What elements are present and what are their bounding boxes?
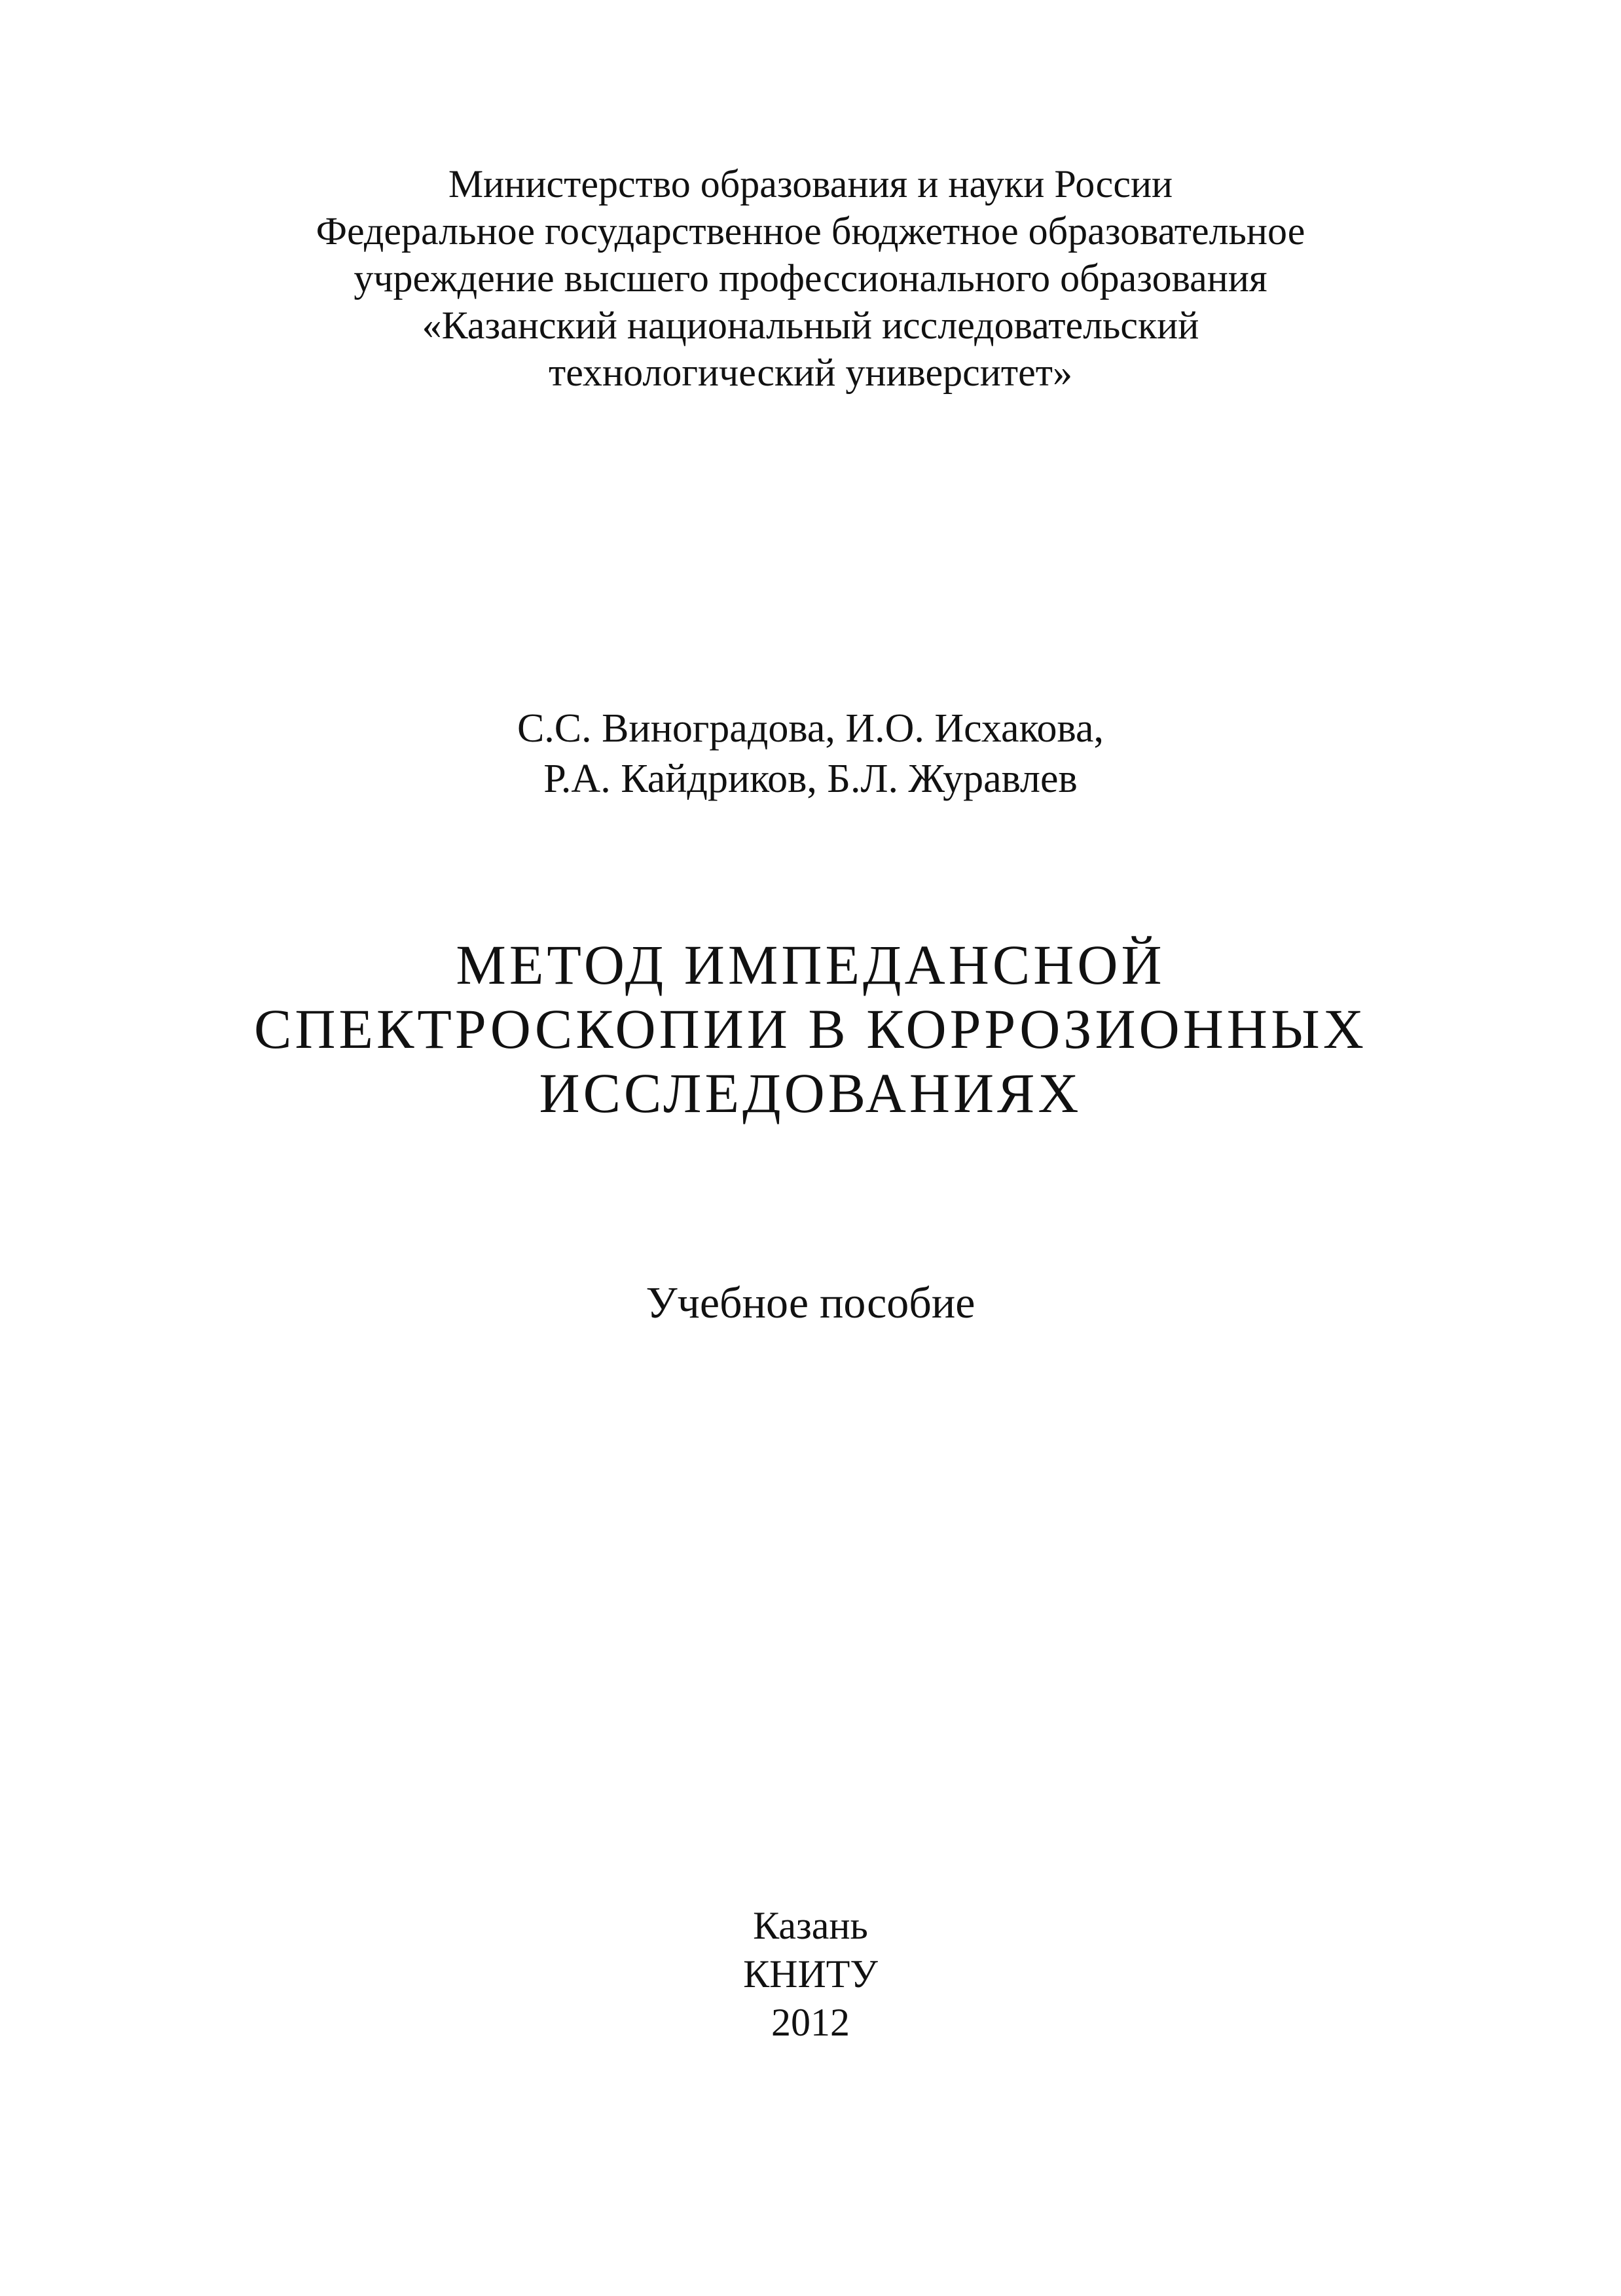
imprint-city: Казань [753, 1904, 868, 1947]
document-type-label: Учебное пособие [646, 1278, 975, 1327]
authors-line: Р.А. Кайдриков, Б.Л. Журавлев [543, 757, 1078, 801]
imprint-publisher: КНИТУ [743, 1952, 878, 1996]
institution-line: Федеральное государственное бюджетное образовательное [316, 209, 1305, 253]
institution-line: технологический университет» [549, 351, 1072, 394]
institution-line: Министерство образования и науки России [448, 162, 1173, 206]
institution-line: «Казанский национальный исследовательский [422, 304, 1199, 347]
title-line: СПЕКТРОСКОПИИ В КОРРОЗИОННЫХ [253, 997, 1368, 1060]
authors-line: С.С. Виноградова, И.О. Исхакова, [517, 706, 1104, 751]
institution-line: учреждение высшего профессионального образования [354, 257, 1267, 300]
imprint-year: 2012 [771, 2001, 850, 2044]
title-line: МЕТОД ИМПЕДАНСНОЙ [456, 933, 1165, 996]
document-type [0, 1276, 1621, 1329]
book-title [0, 933, 1621, 1125]
title-line: ИССЛЕДОВАНИЯХ [539, 1062, 1082, 1124]
imprint [0, 1901, 1621, 2047]
institution-header [0, 160, 1621, 396]
authors [0, 704, 1621, 804]
